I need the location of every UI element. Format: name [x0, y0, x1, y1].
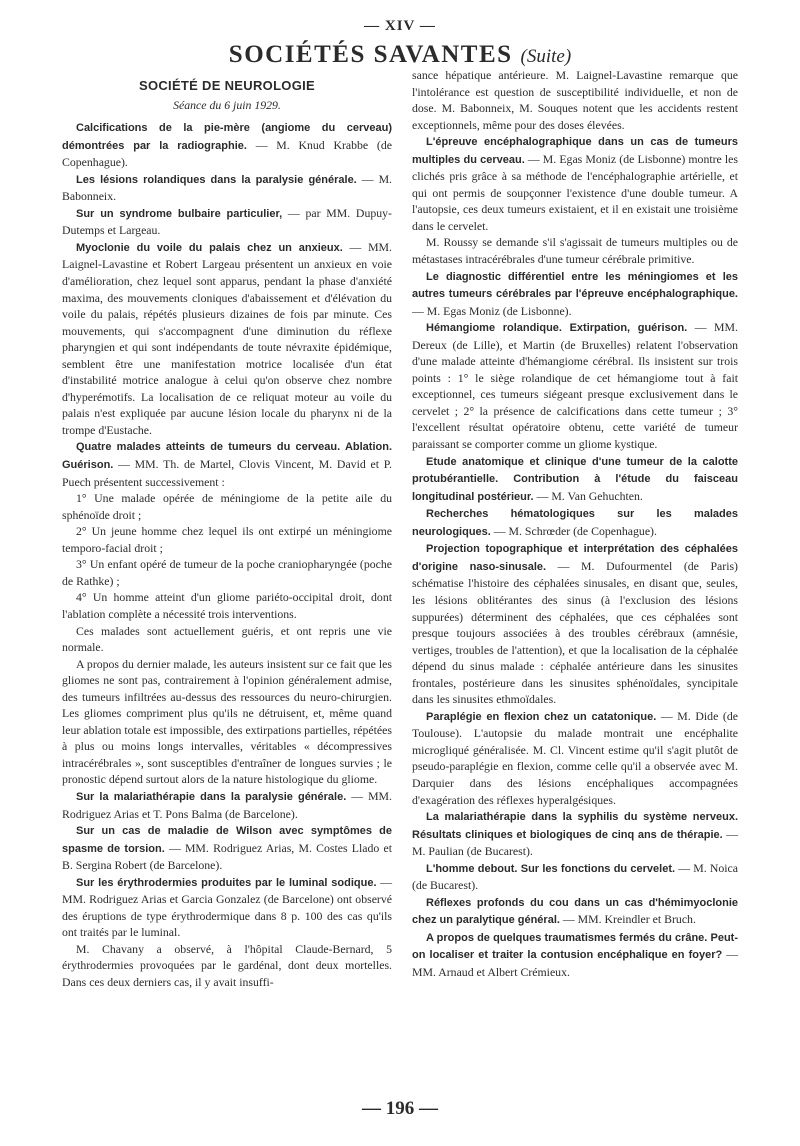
abstract-title: Sur la malariathérapie dans la paralysie générale.: [76, 790, 347, 803]
abstract-homme-debout: [412, 860, 738, 894]
abstract-title: Sur un syndrome bulbaire particulier,: [76, 207, 283, 220]
abstract-calcifications: [62, 119, 392, 171]
abstract-body: — M. Dufourmentel (de Paris) schématise l'histoire des céphalées sinusales, en disant que, seules, les lésions oblitérantes des sinus (à l'exclusion des lésions suppurées) déterminent des céphalées, que ces céphalées sont presque toujours associées à des troubles cérébraux (amnésie, vertiges, troubles de l'attention), et que la localisation de la céphalée dépend du sinus malade : céphalée antérieure dans les sinusites frontales, postérieure dans les sinusites sphénoïdales, syncipitale dans les sinusites ethmoïdales.: [412, 558, 738, 707]
abstract-body: — MM. Rodriguez Arias et T. Pons Balma (de Barcelone).: [62, 788, 392, 821]
abstract-paraplegie: [412, 708, 738, 808]
abstract-diagnostic-differentiel: [412, 268, 738, 320]
abstract-epreuve-encephalographique: [412, 133, 738, 234]
abstract-body: — MM. Rodriguez Arias et Garcia Gonzalez (de Barcelone) ont observé des éruptions de type érythrodermique dans 8 p. 100 des cas qu'ils ont traités par le luminal.: [62, 874, 392, 940]
abstract-body: — M. Schrœder (de Copenhague).: [490, 523, 657, 538]
list-item-2: 2° Un jeune homme chez lequel ils ont extirpé un méningiome temporo-facial droit ;: [62, 524, 392, 555]
abstract-cephalees: [412, 540, 738, 707]
abstract-calotte-protuberantielle: [412, 453, 738, 506]
list-item-4: 4° Un homme atteint d'un gliome pariéto-occipital droit, dont l'ablation complète a nécessité trois interventions.: [62, 590, 392, 621]
abstract-body: — M. Noica (de Bucarest).: [412, 860, 738, 893]
society-name: SOCIÉTÉ DE NEUROLOGIE: [138, 78, 316, 93]
left-column: [62, 72, 392, 991]
abstract-body: — M. Knud Krabbe (de Copenhague).: [62, 137, 392, 170]
abstract-body: — par MM. Dupuy-Dutemps et Largeau.: [62, 205, 392, 238]
abstract-reflexes-cou: [412, 894, 738, 929]
abstract-title: La malariathérapie dans la syphilis du système nerveux. Résultats cliniques et biologiques de cinq ans de thérapie.: [412, 811, 738, 841]
abstract-body: — M. Van Gehuchten.: [533, 488, 643, 503]
abstract-title: Paraplégie en flexion chez un catatonique.: [426, 710, 657, 723]
paragraph-malades-gueris: Ces malades sont actuellement guéris, et ont repris une vie normale.: [62, 623, 392, 655]
page-number: — 196 —: [362, 1098, 438, 1119]
section-roman-numeral: — XIV —: [364, 18, 436, 34]
abstract-body: — MM. Th. de Martel, Clovis Vincent, M. David et P. Puech présentent successivement :: [62, 457, 392, 489]
abstract-malariatherapie-syphilis: [412, 808, 738, 860]
abstract-body: — M. Dide (de Toulouse). L'autopsie du malade montrait une encéphalite microgliqué généralisée. M. Cl. Vincent estime qu'il s'agit plutôt de pseudo-paraplégie en flexion, comme celle qu'il a observée avec M. Darquier dans des lésions encéphaliques accompagnées d'exagération des réflexes hyperalgésiques.: [412, 708, 738, 807]
abstract-body: — MM. Arnaud et Albert Crémieux.: [412, 947, 738, 979]
paragraph-chavany: M. Chavany a observé, à l'hôpital Claude-Bernard, 5 érythrodermies provoquées par le gardénal, dont deux mortelles. Dans ces deux derniers cas, il y avait insuffi-: [62, 941, 392, 989]
abstract-title: Sur un cas de maladie de Wilson avec symptômes de spasme de torsion.: [62, 825, 392, 855]
list-item-3: 3° Un enfant opéré de tumeur de la poche craniopharyngée (poche de Rathke) ;: [62, 557, 392, 588]
abstract-syndrome-bulbaire: [62, 205, 392, 239]
abstract-title: Calcifications de la pie-mère (angiome du cerveau) démontrées par la radiographie.: [62, 122, 392, 152]
abstract-traumatismes-crane: [412, 929, 738, 981]
abstract-malariatherapie: [62, 788, 392, 822]
abstract-body: — M. Babonneix.: [62, 171, 393, 204]
paragraph-continuation: sance hépatique antérieure. M. Laignel-Lavastine remarque que l'intolérance est question de susceptibilité individuelle, et non de dose. M. Babonneix, M. Souques notent que les accidents restent exceptionnels, même pour des doses élevées.: [412, 68, 738, 132]
abstract-title: Les lésions rolandiques dans la paralysie générale.: [76, 173, 357, 186]
abstract-title: L'homme debout. Sur les fonctions du cervelet.: [426, 862, 676, 875]
abstract-body: — M. Paulian (de Bucarest).: [412, 826, 739, 859]
abstract-title: Myoclonie du voile du palais chez un anxieux.: [76, 241, 343, 254]
title-main: SOCIÉTÉS SAVANTES: [228, 41, 513, 68]
abstract-quatre-malades: [62, 438, 392, 490]
paragraph-gliomes: A propos du dernier malade, les auteurs insistent sur ce fait que les gliomes ne sont pas, contrairement à l'opinion généralement admise, des tumeurs infiltrées au-dessus des ressources du neuro-chirurgien. Les gliomes compriment plus qu'ils ne détruisent, et, même quand leur ablation totale est impossible, des extirpations partielles, répétées à plus ou moins longs intervalles, véritables « décompressives intracérébrales », sont susceptibles d'entraîner de longues survies ; le pronostic dépend surtout alors de la nature histologique du gliome.: [62, 656, 392, 787]
list-item-1: 1° Une malade opérée de méningiome de la petite aile du sphénoïde droit ;: [62, 491, 392, 522]
abstract-title: Le diagnostic différentiel entre les méningiomes et les autres tumeurs cérébrales par l'épreuve encéphalographique.: [412, 270, 738, 301]
abstract-title: Sur les érythrodermies produites par le luminal sodique.: [76, 876, 377, 889]
abstract-title: Recherches hématologiques sur les malades neurologiques.: [412, 508, 738, 538]
page-title: [0, 41, 800, 69]
abstract-hemangiome: [412, 319, 738, 452]
abstract-title: Projection topographique et interprétation des céphalées d'origine naso-sinusale.: [412, 543, 738, 573]
abstract-body: — MM. Rodriguez Arias, M. Costes Llado et B. Sergina Robert (de Barcelone).: [62, 840, 392, 873]
abstract-body: — M. Egas Moniz (de Lisbonne).: [412, 303, 572, 318]
abstract-erythrodermies: [62, 874, 392, 941]
abstract-title: Hémangiome rolandique. Extirpation, guérison.: [426, 322, 688, 335]
title-suite: (Suite): [520, 46, 572, 67]
abstract-myoclonie: [62, 239, 392, 439]
abstract-title: L'épreuve encéphalographique dans un cas de tumeurs multiples du cerveau.: [412, 136, 738, 166]
abstract-title: Réflexes profonds du cou dans un cas d'hémimyoclonie chez un paralytique général.: [412, 896, 738, 927]
abstract-wilson: [62, 822, 392, 874]
abstract-title: A propos de quelques traumatismes fermés du crâne. Peut-on localiser et traiter la contusion encéphalique en foyer?: [412, 931, 738, 962]
abstract-body: — MM. Kreindler et Bruch.: [559, 912, 696, 927]
abstract-body: — M. Egas Moniz (de Lisbonne) montre les clichés pris grâce à sa méthode de l'encéphalographie artérielle, et qui ont permis de soupçonner l'existence d'une double tumeur. A l'autopsie, ces deux tumeurs existaient, et il en existait une troisième dans le cervelet.: [412, 151, 738, 233]
abstract-lesions-rolandiques: [62, 171, 392, 205]
session-date: Séance du 6 juin 1929.: [173, 97, 281, 112]
abstract-recherches-hematologiques: [412, 505, 738, 540]
abstract-body: — MM. Laignel-Lavastine et Robert Largeau présentent un anxieux en voie d'amélioration, chez lequel sont apparus, pendant la phase d'anxiété maxima, des mouvements cloniques d'abaissement et d'élévation du voile du palais, répétés plusieurs dizaines de fois par minute. Ces mouvements, qui s'accompagnent d'une diminution du réflexe pharyngien et qui sont indépendants de toute névraxite épidémique, semblent être une manifestation motrice localisée d'un état d'instabilité motrice analogue à celui qu'on observe chez nombre d'hyperémotifs. La localisation de ce reliquat moteur au voile du palais n'est expliquée par aucune lésion locale du pharynx ni de la trompe d'Eustache.: [62, 239, 392, 437]
right-column: [412, 67, 738, 981]
paragraph-roussy: M. Roussy se demande s'il s'agissait de tumeurs multiples ou de métastases intracérébrales d'une tumeur cérébrale primitive.: [412, 235, 738, 267]
abstract-title: Quatre malades atteints de tumeurs du cerveau. Ablation. Guérison.: [62, 441, 392, 472]
abstract-title: Etude anatomique et clinique d'une tumeur de la calotte protubérantielle. Contribution à l'étude du faisceau longitudinal postérieur.: [412, 455, 738, 503]
abstract-body: — MM. Dereux (de Lille), et Martin (de Bruxelles) relatent l'observation d'une malade atteinte d'hémangiome cérébral. Ils insistent sur trois points : 1° le siège rolandique de cet hémangiome tout à fait exceptionnel, ces tumeurs siégeant presque exclusivement dans le cervelet ; 2° la présence de calcifications dans cette tumeur ; 3° l'excellent résultat opératoire obtenu, cette variété de tumeur paraissant se comporter comme un gliome kystique.: [412, 320, 738, 452]
